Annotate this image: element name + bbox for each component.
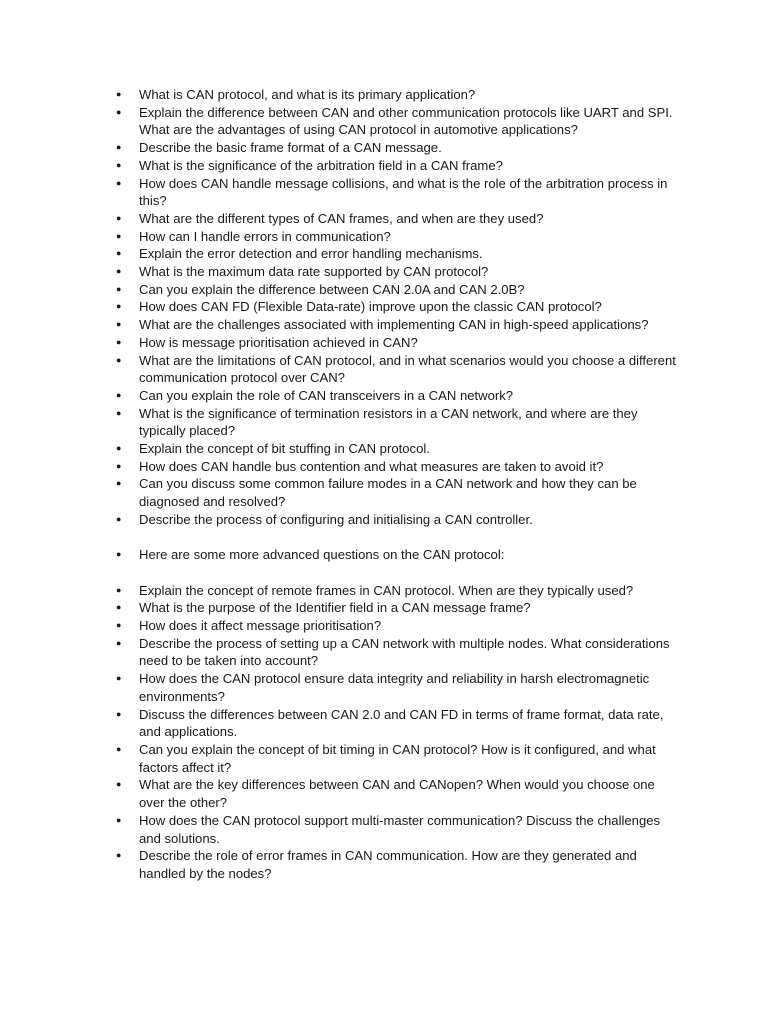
section-intro: ● Here are some more advanced questions on the CAN protocol:	[139, 546, 679, 564]
list-item: ● Describe the process of configuring and initialising a CAN controller.	[139, 511, 679, 529]
list-item: ● How does CAN handle bus contention and what measures are taken to avoid it?	[139, 458, 679, 476]
list-item: ● Describe the basic frame format of a CAN message.	[139, 139, 679, 157]
list-item: ● What is the significance of termination resistors in a CAN network, and where are they typically placed?	[139, 405, 679, 440]
list-item: ● How does CAN handle message collisions, and what is the role of the arbitration process in this?	[139, 175, 679, 210]
list-item: ● What is CAN protocol, and what is its primary application?	[139, 86, 679, 104]
list-item: ● Can you explain the difference between CAN 2.0A and CAN 2.0B?	[139, 281, 679, 299]
list-item: ● How can I handle errors in communication?	[139, 228, 679, 246]
list-item: ● Discuss the differences between CAN 2.0 and CAN FD in terms of frame format, data rate, and applications.	[139, 706, 679, 741]
list-item: ● What are the key differences between CAN and CANopen? When would you choose one over the other?	[139, 776, 679, 811]
list-item: ● What is the maximum data rate supported by CAN protocol?	[139, 263, 679, 281]
spacer	[0, 564, 768, 582]
list-item: ● Explain the concept of bit stuffing in CAN protocol.	[139, 440, 679, 458]
list-item: ● How does the CAN protocol ensure data integrity and reliability in harsh electromagnetic environments?	[139, 670, 679, 705]
list-item: ● What are the different types of CAN frames, and when are they used?	[139, 210, 679, 228]
list-item: ● What are the limitations of CAN protocol, and in what scenarios would you choose a different communication protocol over CAN?	[139, 352, 679, 387]
list-item: ● How does it affect message prioritisation?	[139, 617, 679, 635]
advanced-question-list	[0, 582, 768, 883]
list-item: ● Can you explain the role of CAN transceivers in a CAN network?	[139, 387, 679, 405]
intro-list	[0, 546, 768, 564]
list-item: ● Can you explain the concept of bit timing in CAN protocol? How is it configured, and what factors affect it?	[139, 741, 679, 776]
question-list	[0, 86, 768, 529]
list-item: ● What is the purpose of the Identifier field in a CAN message frame?	[139, 599, 679, 617]
list-item: ● Describe the process of setting up a CAN network with multiple nodes. What considerations need to be taken into account?	[139, 635, 679, 670]
list-item: ● What are the challenges associated with implementing CAN in high-speed applications?	[139, 316, 679, 334]
list-item: ● Explain the error detection and error handling mechanisms.	[139, 245, 679, 263]
list-item: ● Explain the concept of remote frames in CAN protocol. When are they typically used?	[139, 582, 679, 600]
list-item: ● How does the CAN protocol support multi-master communication? Discuss the challenges and solutions.	[139, 812, 679, 847]
list-item: ● Explain the difference between CAN and other communication protocols like UART and SPI. What are the advantages of using CAN protocol in automotive applications?	[139, 104, 679, 139]
list-item: ● How is message prioritisation achieved in CAN?	[139, 334, 679, 352]
list-item: ● Can you discuss some common failure modes in a CAN network and how they can be diagnosed and resolved?	[139, 475, 679, 510]
list-item: ● Describe the role of error frames in CAN communication. How are they generated and handled by the nodes?	[139, 847, 679, 882]
list-item: ● How does CAN FD (Flexible Data-rate) improve upon the classic CAN protocol?	[139, 298, 679, 316]
list-item: ● What is the significance of the arbitration field in a CAN frame?	[139, 157, 679, 175]
spacer	[0, 529, 768, 547]
